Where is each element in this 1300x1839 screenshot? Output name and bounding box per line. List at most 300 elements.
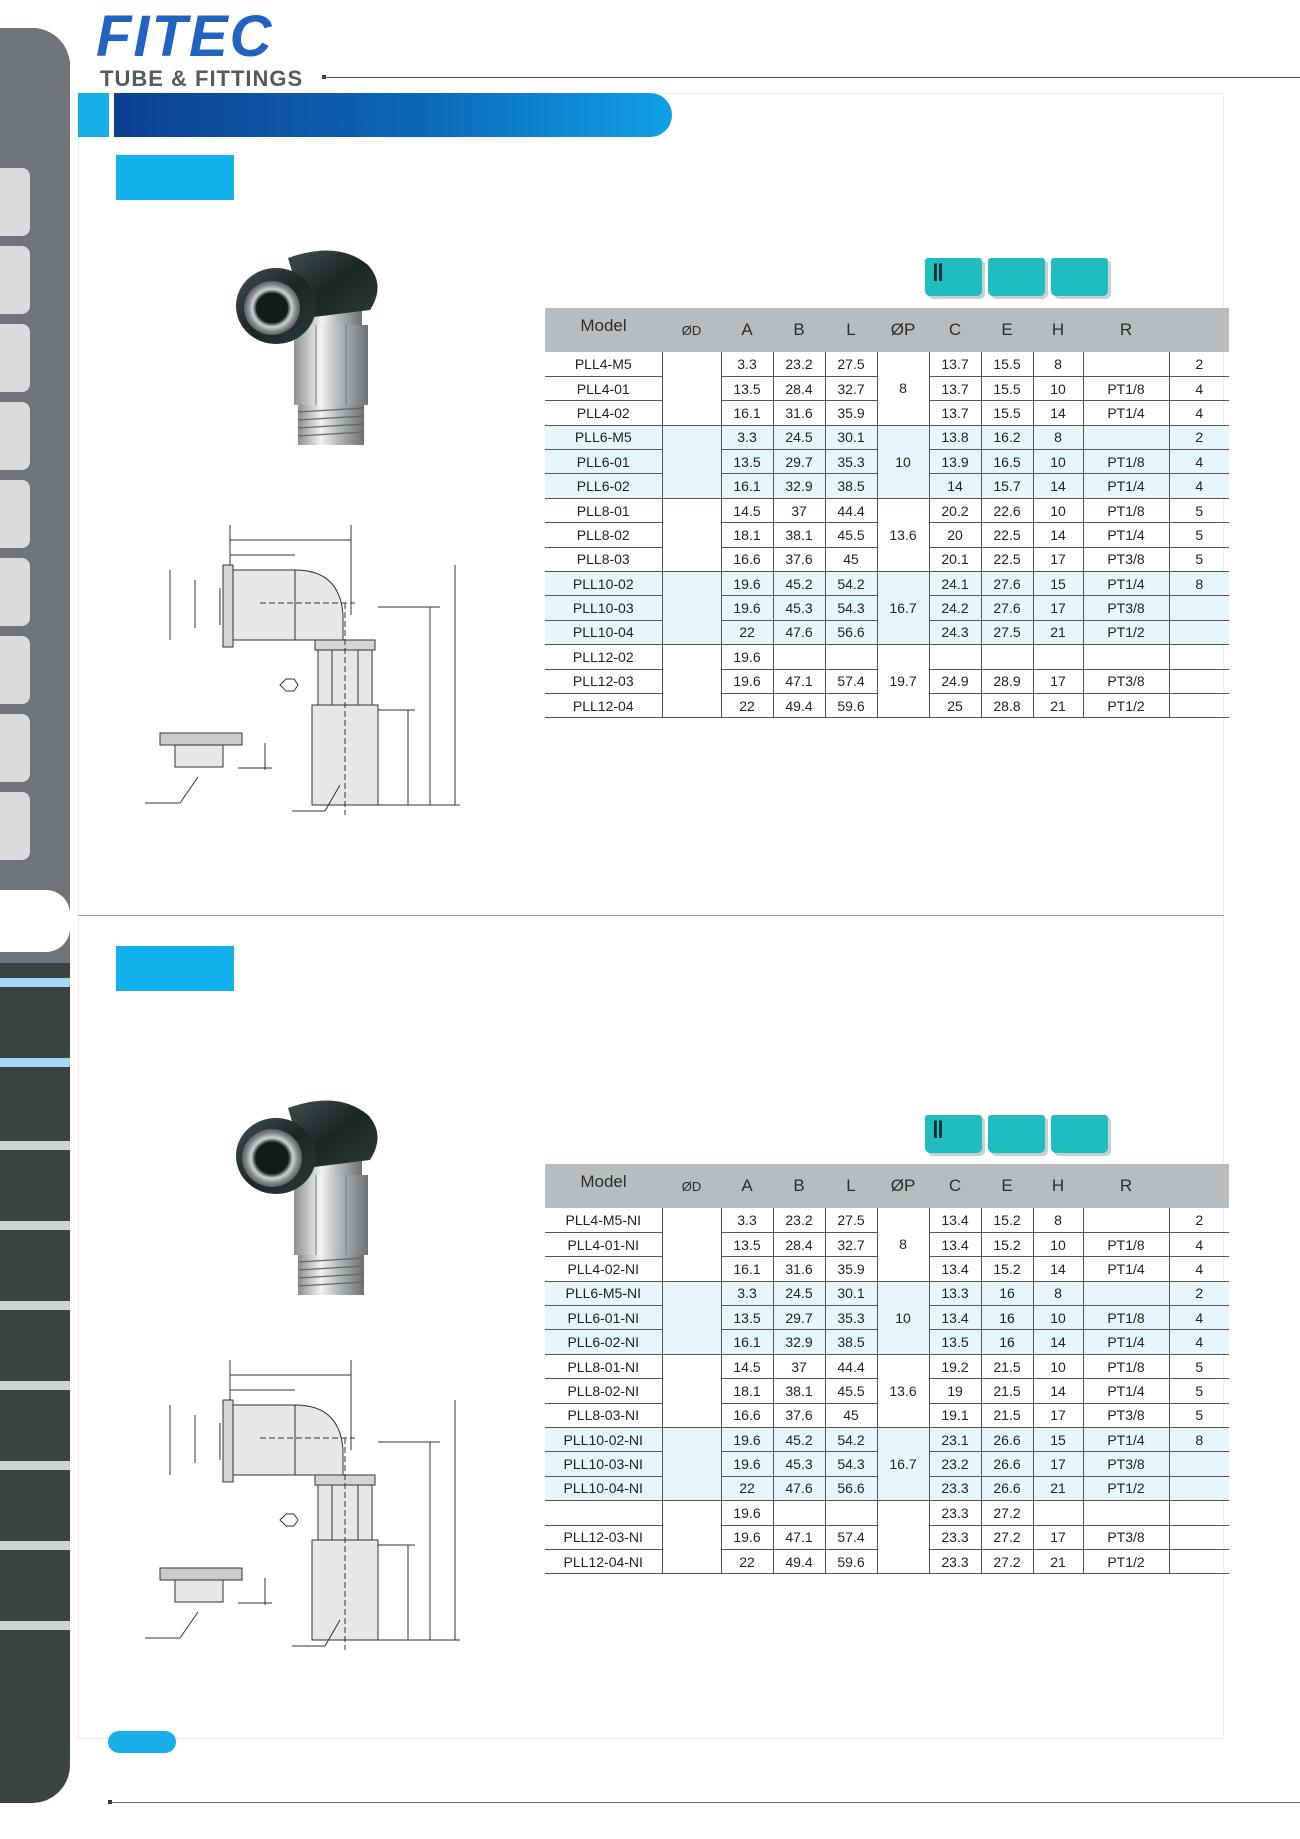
feature-badges-ni <box>925 1115 1110 1153</box>
cell-b: 45.2 <box>773 572 825 596</box>
cell-e: 21.5 <box>981 1379 1033 1403</box>
cell-a: 3.3 <box>721 352 773 376</box>
cell-l: 57.4 <box>825 669 877 693</box>
cell-l: 54.2 <box>825 1428 877 1452</box>
cell-c: 14 <box>929 474 981 498</box>
cell-a: 3.3 <box>721 1208 773 1232</box>
cell-model: PLL6-02-NI <box>545 1330 662 1354</box>
cell-model: PLL12-04 <box>545 693 662 717</box>
cell-b: 37.6 <box>773 1403 825 1427</box>
column-header: B <box>773 1164 825 1208</box>
cell-model: PLL8-03-NI <box>545 1403 662 1427</box>
cell-c: 13.9 <box>929 450 981 474</box>
cell-last: 5 <box>1169 498 1229 522</box>
cell-r: PT1/8 <box>1083 1354 1169 1378</box>
cell-a: 19.6 <box>721 645 773 669</box>
cell-h: 10 <box>1033 1354 1083 1378</box>
cell-model: PLL8-03 <box>545 547 662 571</box>
cell-e: 21.5 <box>981 1354 1033 1378</box>
badge-3 <box>1051 1115 1108 1153</box>
cell-last: 4 <box>1169 1257 1229 1281</box>
cell-a: 16.1 <box>721 1257 773 1281</box>
section-2-label-box <box>116 946 234 991</box>
cell-last: 4 <box>1169 401 1229 425</box>
cell-h <box>1033 1501 1083 1525</box>
cell-c: 23.3 <box>929 1476 981 1500</box>
cell-r: PT1/4 <box>1083 523 1169 547</box>
page-number-pill <box>108 1731 176 1753</box>
cell-last: 5 <box>1169 547 1229 571</box>
cell-e: 27.2 <box>981 1549 1033 1573</box>
cell-l: 35.3 <box>825 450 877 474</box>
cell-h: 14 <box>1033 1330 1083 1354</box>
cell-r: PT1/4 <box>1083 401 1169 425</box>
cell-h: 8 <box>1033 1208 1083 1232</box>
side-stripe <box>0 1221 70 1230</box>
cell-b: 29.7 <box>773 450 825 474</box>
cell-c: 25 <box>929 693 981 717</box>
column-header: E <box>981 308 1033 352</box>
cell-c: 19.2 <box>929 1354 981 1378</box>
cell-op: 10 <box>877 1281 929 1354</box>
cell-l: 57.4 <box>825 1525 877 1549</box>
cell-e: 21.5 <box>981 1403 1033 1427</box>
cell-model: PLL6-02 <box>545 474 662 498</box>
cell-e: 27.2 <box>981 1525 1033 1549</box>
cell-r: PT1/4 <box>1083 474 1169 498</box>
column-header: ØD <box>662 308 721 352</box>
cell-b: 31.6 <box>773 1257 825 1281</box>
cell-h: 8 <box>1033 352 1083 376</box>
cell-model: PLL8-01-NI <box>545 1354 662 1378</box>
badge-2 <box>988 1115 1045 1153</box>
cell-last: 2 <box>1169 1208 1229 1232</box>
cell-a: 19.6 <box>721 572 773 596</box>
cell-last: 2 <box>1169 425 1229 449</box>
cell-last <box>1169 1525 1229 1549</box>
side-stripe <box>0 1141 70 1150</box>
cell-l: 27.5 <box>825 352 877 376</box>
table-row <box>545 1208 1229 1232</box>
cell-last: 5 <box>1169 523 1229 547</box>
cell-r: PT1/4 <box>1083 1428 1169 1452</box>
cell-l: 38.5 <box>825 474 877 498</box>
cell-c: 23.3 <box>929 1549 981 1573</box>
side-stripe <box>0 1058 70 1067</box>
cell-last: 4 <box>1169 450 1229 474</box>
cell-b: 38.1 <box>773 1379 825 1403</box>
cell-e: 16 <box>981 1306 1033 1330</box>
cell-a: 19.6 <box>721 669 773 693</box>
side-stripe <box>0 1541 70 1550</box>
cell-l: 54.2 <box>825 572 877 596</box>
cell-h: 17 <box>1033 669 1083 693</box>
cell-b: 49.4 <box>773 693 825 717</box>
cell-b: 24.5 <box>773 425 825 449</box>
cell-a: 19.6 <box>721 1525 773 1549</box>
table-row <box>545 1281 1229 1305</box>
cell-c: 13.4 <box>929 1306 981 1330</box>
cell-h: 17 <box>1033 1525 1083 1549</box>
cell-b: 37 <box>773 1354 825 1378</box>
cell-op: 13.6 <box>877 1354 929 1427</box>
cell-a: 22 <box>721 1476 773 1500</box>
cell-e: 15.5 <box>981 352 1033 376</box>
cell-h: 8 <box>1033 425 1083 449</box>
cell-h: 8 <box>1033 1281 1083 1305</box>
cell-l: 44.4 <box>825 498 877 522</box>
brand-subtitle: TUBE & FITTINGS <box>100 66 304 91</box>
cell-l: 30.1 <box>825 1281 877 1305</box>
column-header: E <box>981 1164 1033 1208</box>
cell-e: 15.5 <box>981 376 1033 400</box>
cell-e: 27.6 <box>981 572 1033 596</box>
cell-last: 4 <box>1169 1306 1229 1330</box>
cell-e: 26.6 <box>981 1476 1033 1500</box>
cell-a: 18.1 <box>721 1379 773 1403</box>
cell-c: 13.4 <box>929 1257 981 1281</box>
side-stripe <box>0 1301 70 1310</box>
cell-c: 24.1 <box>929 572 981 596</box>
spec-table-2 <box>545 1164 1229 1574</box>
column-header: L <box>825 1164 877 1208</box>
cell-c: 13.7 <box>929 376 981 400</box>
cell-model: PLL4-02 <box>545 401 662 425</box>
cell-r: PT1/4 <box>1083 1257 1169 1281</box>
cell-last: 4 <box>1169 376 1229 400</box>
cell-a: 14.5 <box>721 1354 773 1378</box>
cell-l: 56.6 <box>825 1476 877 1500</box>
cell-b: 38.1 <box>773 523 825 547</box>
cell-model <box>545 1501 662 1525</box>
cell-r: PT3/8 <box>1083 669 1169 693</box>
cell-h: 10 <box>1033 376 1083 400</box>
cell-l: 45.5 <box>825 523 877 547</box>
cell-c: 23.2 <box>929 1452 981 1476</box>
cell-b: 28.4 <box>773 376 825 400</box>
cell-l: 35.9 <box>825 401 877 425</box>
cell-e: 22.6 <box>981 498 1033 522</box>
cell-l: 35.9 <box>825 1257 877 1281</box>
cell-op: 16.7 <box>877 572 929 645</box>
cell-model: PLL10-04-NI <box>545 1476 662 1500</box>
cell-op: 8 <box>877 1208 929 1281</box>
badge-mark: ‖ <box>932 1117 944 1144</box>
table-row <box>545 1354 1229 1378</box>
cell-model: PLL12-03 <box>545 669 662 693</box>
cell-b: 29.7 <box>773 1306 825 1330</box>
cell-h: 14 <box>1033 401 1083 425</box>
cell-h: 17 <box>1033 547 1083 571</box>
cell-l: 59.6 <box>825 1549 877 1573</box>
cell-r: PT1/4 <box>1083 572 1169 596</box>
cell-a: 19.6 <box>721 596 773 620</box>
cell-a: 16.1 <box>721 401 773 425</box>
cell-model: PLL10-04 <box>545 620 662 644</box>
cell-b: 31.6 <box>773 401 825 425</box>
cell-a: 16.1 <box>721 1330 773 1354</box>
cell-op: 19.7 <box>877 645 929 718</box>
cell-a: 13.5 <box>721 450 773 474</box>
column-header: Model <box>545 308 662 352</box>
cell-a: 19.6 <box>721 1428 773 1452</box>
cell-a: 18.1 <box>721 523 773 547</box>
cell-h: 17 <box>1033 596 1083 620</box>
cell-b: 45.3 <box>773 1452 825 1476</box>
column-header: A <box>721 1164 773 1208</box>
cell-c: 24.3 <box>929 620 981 644</box>
cell-c: 13.3 <box>929 1281 981 1305</box>
cell-h: 21 <box>1033 1549 1083 1573</box>
cell-od <box>662 1354 721 1427</box>
cell-r: PT3/8 <box>1083 1403 1169 1427</box>
cell-model: PLL12-04-NI <box>545 1549 662 1573</box>
cell-c: 13.4 <box>929 1232 981 1256</box>
badge-1 <box>925 1115 982 1153</box>
side-tab-active[interactable] <box>0 890 70 952</box>
cell-model: PLL8-01 <box>545 498 662 522</box>
side-stripe <box>0 978 70 987</box>
cell-l: 35.3 <box>825 1306 877 1330</box>
cell-c: 20.1 <box>929 547 981 571</box>
column-header: H <box>1033 308 1083 352</box>
cell-h: 10 <box>1033 1232 1083 1256</box>
cell-b: 45.3 <box>773 596 825 620</box>
cell-l: 44.4 <box>825 1354 877 1378</box>
cell-last: 8 <box>1169 572 1229 596</box>
cell-b: 23.2 <box>773 1208 825 1232</box>
cell-last <box>1169 1476 1229 1500</box>
cell-model: PLL12-02 <box>545 645 662 669</box>
cell-op: 8 <box>877 352 929 425</box>
column-header: Model <box>545 1164 662 1208</box>
cell-model: PLL10-02-NI <box>545 1428 662 1452</box>
cell-a: 3.3 <box>721 425 773 449</box>
cell-a: 19.6 <box>721 1501 773 1525</box>
column-header: ØP <box>877 1164 929 1208</box>
cell-model: PLL10-02 <box>545 572 662 596</box>
cell-e: 27.6 <box>981 596 1033 620</box>
table-row <box>545 1501 1229 1525</box>
cell-op: 10 <box>877 425 929 498</box>
cell-r <box>1083 1281 1169 1305</box>
cell-c: 19 <box>929 1379 981 1403</box>
cell-c: 13.7 <box>929 401 981 425</box>
cell-a: 13.5 <box>721 1232 773 1256</box>
cell-c: 20.2 <box>929 498 981 522</box>
cell-e: 26.6 <box>981 1452 1033 1476</box>
cell-e: 16 <box>981 1281 1033 1305</box>
cell-a: 13.5 <box>721 1306 773 1330</box>
dimension-drawing-ni <box>140 1350 470 1655</box>
cell-model: PLL4-M5 <box>545 352 662 376</box>
cell-last: 8 <box>1169 1428 1229 1452</box>
cell-r: PT1/8 <box>1083 1232 1169 1256</box>
cell-c: 13.7 <box>929 352 981 376</box>
cell-model: PLL10-03-NI <box>545 1452 662 1476</box>
cell-l: 38.5 <box>825 1330 877 1354</box>
cell-h: 14 <box>1033 1379 1083 1403</box>
cell-b: 47.1 <box>773 1525 825 1549</box>
cell-l: 45 <box>825 1403 877 1427</box>
column-header: ØD <box>662 1164 721 1208</box>
cell-b: 28.4 <box>773 1232 825 1256</box>
cell-op: 16.7 <box>877 1428 929 1501</box>
side-stripe <box>0 1381 70 1390</box>
cell-r: PT3/8 <box>1083 596 1169 620</box>
cell-model: PLL12-03-NI <box>545 1525 662 1549</box>
cell-r: PT1/8 <box>1083 498 1169 522</box>
cell-model: PLL4-01-NI <box>545 1232 662 1256</box>
cell-e: 26.6 <box>981 1428 1033 1452</box>
cell-b: 49.4 <box>773 1549 825 1573</box>
cell-e: 27.2 <box>981 1501 1033 1525</box>
cell-r <box>1083 1501 1169 1525</box>
cell-e: 22.5 <box>981 523 1033 547</box>
cell-e: 15.5 <box>981 401 1033 425</box>
cell-e: 16.2 <box>981 425 1033 449</box>
cell-h: 14 <box>1033 523 1083 547</box>
column-header: R <box>1083 308 1169 352</box>
cell-h: 10 <box>1033 498 1083 522</box>
cell-l: 30.1 <box>825 425 877 449</box>
cell-l: 27.5 <box>825 1208 877 1232</box>
cell-l: 45.5 <box>825 1379 877 1403</box>
cell-a: 3.3 <box>721 1281 773 1305</box>
cell-model: PLL8-02 <box>545 523 662 547</box>
cell-b <box>773 1501 825 1525</box>
cell-b: 37 <box>773 498 825 522</box>
cell-b: 23.2 <box>773 352 825 376</box>
cell-r: PT1/8 <box>1083 376 1169 400</box>
cell-model: PLL4-01 <box>545 376 662 400</box>
cell-e: 27.5 <box>981 620 1033 644</box>
cell-b: 32.9 <box>773 474 825 498</box>
column-header: R <box>1083 1164 1169 1208</box>
cell-c: 13.4 <box>929 1208 981 1232</box>
cell-model: PLL6-01 <box>545 450 662 474</box>
cell-op <box>877 1501 929 1574</box>
cell-a: 22 <box>721 1549 773 1573</box>
cell-l: 54.3 <box>825 596 877 620</box>
cell-r: PT3/8 <box>1083 547 1169 571</box>
cell-h: 15 <box>1033 1428 1083 1452</box>
cell-b: 47.6 <box>773 620 825 644</box>
cell-r: PT1/2 <box>1083 1476 1169 1500</box>
cell-h: 17 <box>1033 1452 1083 1476</box>
cell-b: 45.2 <box>773 1428 825 1452</box>
footer-rule <box>110 1802 1300 1803</box>
cell-od <box>662 1208 721 1281</box>
cell-model: PLL6-M5-NI <box>545 1281 662 1305</box>
cell-a: 16.1 <box>721 474 773 498</box>
cell-e: 16.5 <box>981 450 1033 474</box>
cell-a: 13.5 <box>721 376 773 400</box>
cell-b: 37.6 <box>773 547 825 571</box>
cell-e: 15.2 <box>981 1208 1033 1232</box>
cell-last: 2 <box>1169 1281 1229 1305</box>
cell-model: PLL8-02-NI <box>545 1379 662 1403</box>
column-header: C <box>929 1164 981 1208</box>
cell-r: PT1/2 <box>1083 1549 1169 1573</box>
side-stripe <box>0 1621 70 1630</box>
section-divider <box>78 915 1224 916</box>
cell-l: 32.7 <box>825 376 877 400</box>
cell-e: 15.2 <box>981 1232 1033 1256</box>
column-header: A <box>721 308 773 352</box>
cell-e: 22.5 <box>981 547 1033 571</box>
cell-a: 19.6 <box>721 1452 773 1476</box>
cell-last: 5 <box>1169 1354 1229 1378</box>
cell-od <box>662 1428 721 1501</box>
cell-model: PLL4-02-NI <box>545 1257 662 1281</box>
cell-h: 21 <box>1033 693 1083 717</box>
cell-r: PT1/4 <box>1083 1330 1169 1354</box>
cell-l: 59.6 <box>825 693 877 717</box>
side-stripe <box>0 1461 70 1470</box>
cell-b: 47.6 <box>773 1476 825 1500</box>
cell-model: PLL4-M5-NI <box>545 1208 662 1232</box>
cell-last: 4 <box>1169 1330 1229 1354</box>
cell-l: 32.7 <box>825 1232 877 1256</box>
cell-r: PT1/2 <box>1083 693 1169 717</box>
cell-c: 13.5 <box>929 1330 981 1354</box>
cell-r: PT1/4 <box>1083 1379 1169 1403</box>
cell-last: 4 <box>1169 1232 1229 1256</box>
cell-e: 28.9 <box>981 669 1033 693</box>
cell-h: 21 <box>1033 620 1083 644</box>
column-header <box>1169 1164 1229 1208</box>
cell-a: 14.5 <box>721 498 773 522</box>
cell-model: PLL10-03 <box>545 596 662 620</box>
cell-c: 24.2 <box>929 596 981 620</box>
cell-r: PT1/2 <box>1083 620 1169 644</box>
cell-h: 21 <box>1033 1476 1083 1500</box>
brand-name: FITEC <box>96 4 274 69</box>
cell-r: PT1/8 <box>1083 450 1169 474</box>
cell-a: 22 <box>721 620 773 644</box>
cell-model: PLL6-M5 <box>545 425 662 449</box>
cell-last <box>1169 1501 1229 1525</box>
cell-a: 22 <box>721 693 773 717</box>
cell-h: 14 <box>1033 474 1083 498</box>
column-header: H <box>1033 1164 1083 1208</box>
column-header: C <box>929 308 981 352</box>
cell-r: PT1/8 <box>1083 1306 1169 1330</box>
product-photo-elbow-ni <box>228 1090 398 1300</box>
cell-a: 16.6 <box>721 547 773 571</box>
cell-e: 28.8 <box>981 693 1033 717</box>
cell-a: 16.6 <box>721 1403 773 1427</box>
cell-c: 19.1 <box>929 1403 981 1427</box>
column-header: L <box>825 308 877 352</box>
cell-c: 23.3 <box>929 1501 981 1525</box>
cell-b: 47.1 <box>773 669 825 693</box>
cell-e: 16 <box>981 1330 1033 1354</box>
cell-l: 54.3 <box>825 1452 877 1476</box>
cell-e: 15.2 <box>981 1257 1033 1281</box>
cell-r: PT3/8 <box>1083 1525 1169 1549</box>
cell-h: 14 <box>1033 1257 1083 1281</box>
cell-h: 10 <box>1033 1306 1083 1330</box>
cell-c: 23.3 <box>929 1525 981 1549</box>
column-header: ØP <box>877 308 929 352</box>
cell-r <box>1083 1208 1169 1232</box>
cell-l <box>825 1501 877 1525</box>
cell-c: 23.1 <box>929 1428 981 1452</box>
cell-last: 5 <box>1169 1403 1229 1427</box>
cell-c: 13.8 <box>929 425 981 449</box>
